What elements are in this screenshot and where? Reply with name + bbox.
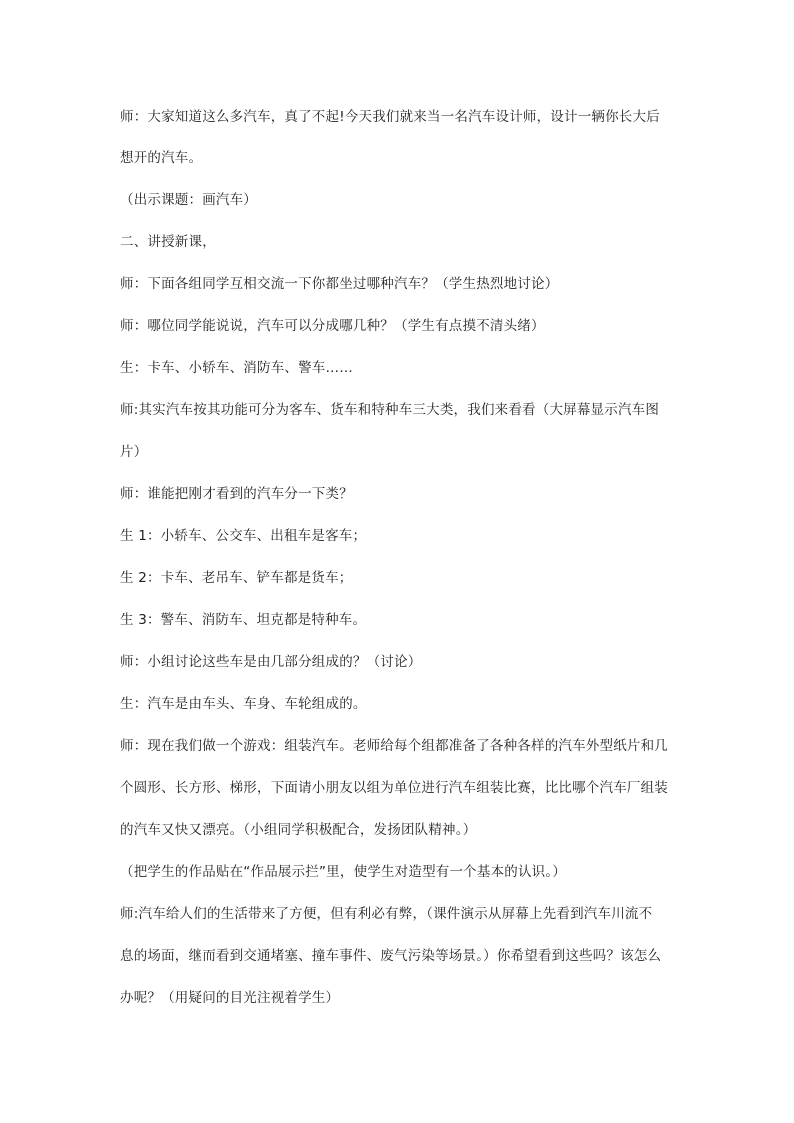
text-line-teacher-intro-1: 师：大家知道这么多汽车，真了不起!今天我们就来当一名汽车设计师，设计一辆你长大后 [120,109,660,125]
text-line-topic: （出示课题：画汽车） [120,192,257,208]
text-line-student-3: 生 3：警车、消防车、坦克都是特种车。 [120,612,367,628]
text-line-teacher-classify-1: 师:其实汽车按其功能可分为客车、货车和特种车三大类，我们来看看（大屏幕显示汽车图 [120,402,660,418]
text-line-teacher-intro-2: 想开的汽车。 [120,150,203,166]
text-line-display: （把学生的作品贴在“作品展示拦”里，使学生对造型有一个基本的认识。） [120,864,567,880]
text-line-group-discussion: 师：下面各组同学互相交流一下你都坐过哪种汽车？（学生热烈地讨论） [120,276,559,292]
text-line-student-parts: 生：汽车是由车头、车身、车轮组成的。 [120,696,367,712]
text-line-student-answer: 生：卡车、小轿车、消防车、警车…… [120,360,353,376]
text-line-teacher-question: 师：哪位同学能说说，汽车可以分成哪几种？（学生有点摸不清头绪） [120,318,545,334]
text-line-game-1: 师：现在我们做一个游戏：组装汽车。老师给每个组都准备了各种各样的汽车外型纸片和几 [120,738,668,754]
text-line-teacher-parts: 师：小组讨论这些车是由几部分组成的？（讨论） [120,654,422,670]
text-line-section-heading: 二、讲授新课， [120,234,216,250]
text-line-student-1: 生 1：小轿车、公交车、出租车是客车； [120,528,367,544]
text-line-teacher-sort: 师：谁能把刚才看到的汽车分一下类？ [120,486,353,502]
text-line-student-2: 生 2：卡车、老吊车、铲车都是货车； [120,570,353,586]
text-line-teacher-classify-2: 片） [120,444,148,460]
text-line-game-3: 的汽车又快又漂亮。（小组同学积极配合，发扬团队精神。） [120,822,477,838]
text-line-teacher-pros-cons-3: 办呢？（用疑问的目光注视着学生） [120,990,340,1006]
text-line-game-2: 个圆形、长方形、梯形，下面请小朋友以组为单位进行汽车组装比赛，比比哪个汽车厂组装 [120,780,668,796]
text-line-teacher-pros-cons-2: 息的场面，继而看到交通堵塞、撞车事件、废气污染等场景。）你希望看到这些吗？该怎么 [120,948,662,964]
text-line-teacher-pros-cons-1: 师:汽车给人们的生活带来了方便，但有利必有弊，（课件演示从屏幕上先看到汽车川流不 [120,906,653,922]
